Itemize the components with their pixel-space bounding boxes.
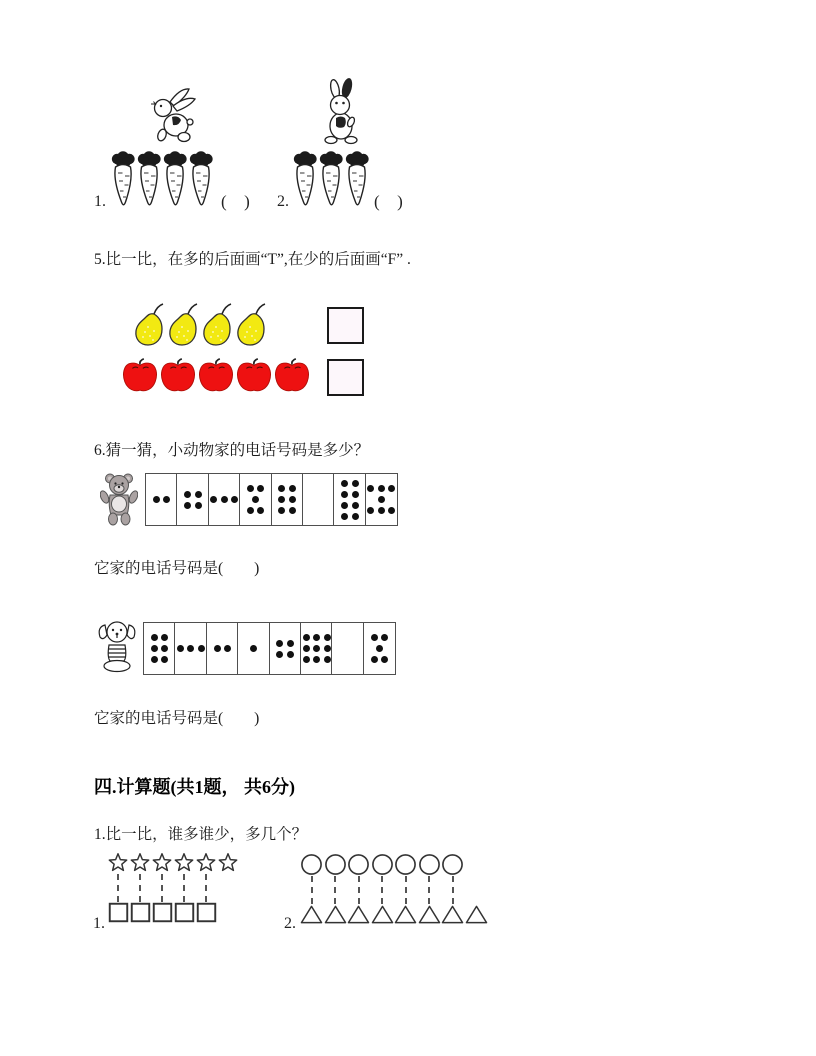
carrot-icon	[188, 151, 214, 209]
section4-question1: 1.比一比，谁多谁少，多几个？	[94, 826, 308, 843]
star-row	[107, 851, 239, 874]
pear-icon	[201, 302, 235, 348]
dot-card	[333, 473, 366, 526]
match-dashed-line	[371, 876, 395, 904]
circle-icon	[441, 853, 465, 876]
dot-card	[208, 473, 241, 526]
item-number: 2.	[277, 193, 289, 210]
dot-card	[363, 622, 396, 675]
running-rabbit-icon	[146, 84, 202, 146]
pear-icon	[235, 302, 269, 348]
dot-card	[365, 473, 398, 526]
triangle-icon	[371, 904, 395, 925]
carrot-icon	[162, 151, 188, 209]
square-icon	[129, 902, 151, 923]
apple-icon	[159, 357, 197, 393]
match-dashed-line	[173, 874, 195, 902]
star-icon	[107, 851, 129, 874]
square-row	[107, 902, 239, 923]
match-dashed-line	[195, 874, 217, 902]
match-dashed-line	[394, 876, 418, 904]
square-icon	[151, 902, 173, 923]
answer-parentheses: ( )	[221, 192, 253, 211]
square-icon	[173, 902, 195, 923]
dot-card	[300, 622, 333, 675]
square-icon	[195, 902, 217, 923]
answer-box-apples	[327, 359, 364, 396]
apple-row	[121, 357, 311, 393]
carrot-row	[292, 151, 370, 209]
dot-card	[176, 473, 209, 526]
circle-icon	[371, 853, 395, 876]
triangle-icon	[418, 904, 442, 925]
carrot-icon	[110, 151, 136, 209]
answer-box-pears	[327, 307, 364, 344]
triangle-icon	[347, 904, 371, 925]
sitting-rabbit-icon	[318, 78, 366, 146]
match-dashed-line	[107, 874, 129, 902]
match-dashed-line	[300, 876, 324, 904]
triangle-icon	[394, 904, 418, 925]
blank-card	[302, 473, 335, 526]
circle-icon	[347, 853, 371, 876]
connector-row	[107, 874, 239, 902]
apple-icon	[197, 357, 235, 393]
dot-card	[145, 473, 178, 526]
pear-icon	[167, 302, 201, 348]
match-dashed-line	[129, 874, 151, 902]
carrot-icon	[344, 151, 370, 209]
apple-icon	[235, 357, 273, 393]
circle-icon	[394, 853, 418, 876]
item-number: 1.	[94, 193, 106, 210]
triangle-icon	[441, 904, 465, 925]
match-dashed-line	[347, 876, 371, 904]
triangle-icon	[300, 904, 324, 925]
match-dashed-line	[324, 876, 348, 904]
connector-row	[300, 876, 488, 904]
apple-icon	[273, 357, 311, 393]
match-dashed-line	[418, 876, 442, 904]
dot-card	[174, 622, 207, 675]
triangle-icon	[465, 904, 489, 925]
pear-row	[133, 302, 269, 348]
group-number: 1.	[93, 915, 105, 932]
answer-parentheses: ( )	[374, 192, 406, 211]
carrot-icon	[292, 151, 318, 209]
circle-icon	[418, 853, 442, 876]
star-icon	[173, 851, 195, 874]
match-group-stars-squares	[107, 851, 239, 923]
dot-card	[239, 473, 272, 526]
match-dashed-line	[151, 874, 173, 902]
carrot-row	[110, 151, 214, 209]
star-icon	[195, 851, 217, 874]
match-group-circles-triangles	[300, 853, 488, 925]
circle-icon	[324, 853, 348, 876]
star-icon	[217, 851, 239, 874]
bear-dot-card-strip	[145, 473, 398, 526]
triangle-row	[300, 904, 488, 925]
match-dashed-line	[441, 876, 465, 904]
circle-row	[300, 853, 488, 876]
puppy-icon	[95, 619, 139, 675]
teddy-bear-icon	[100, 471, 138, 527]
puppy-dot-card-strip	[143, 622, 396, 675]
phone-number-label: 它家的电话号码是( )	[94, 560, 260, 577]
pear-icon	[133, 302, 167, 348]
dot-card	[206, 622, 239, 675]
star-icon	[129, 851, 151, 874]
carrot-icon	[318, 151, 344, 209]
triangle-icon	[324, 904, 348, 925]
dot-card	[269, 622, 302, 675]
square-icon	[107, 902, 129, 923]
dot-card	[237, 622, 270, 675]
carrot-icon	[136, 151, 162, 209]
group-number: 2.	[284, 915, 296, 932]
apple-icon	[121, 357, 159, 393]
question6-text: 6.猜一猜，小动物家的电话号码是多少？	[94, 442, 370, 459]
dot-card	[143, 622, 176, 675]
section4-title: 四.计算题(共1题， 共6分)	[94, 777, 295, 797]
star-icon	[151, 851, 173, 874]
blank-card	[331, 622, 364, 675]
phone-number-label: 它家的电话号码是( )	[94, 710, 260, 727]
question5-text: 5.比一比，在多的后面画“T”,在少的后面画“F” .	[94, 251, 411, 268]
dot-card	[271, 473, 304, 526]
circle-icon	[300, 853, 324, 876]
